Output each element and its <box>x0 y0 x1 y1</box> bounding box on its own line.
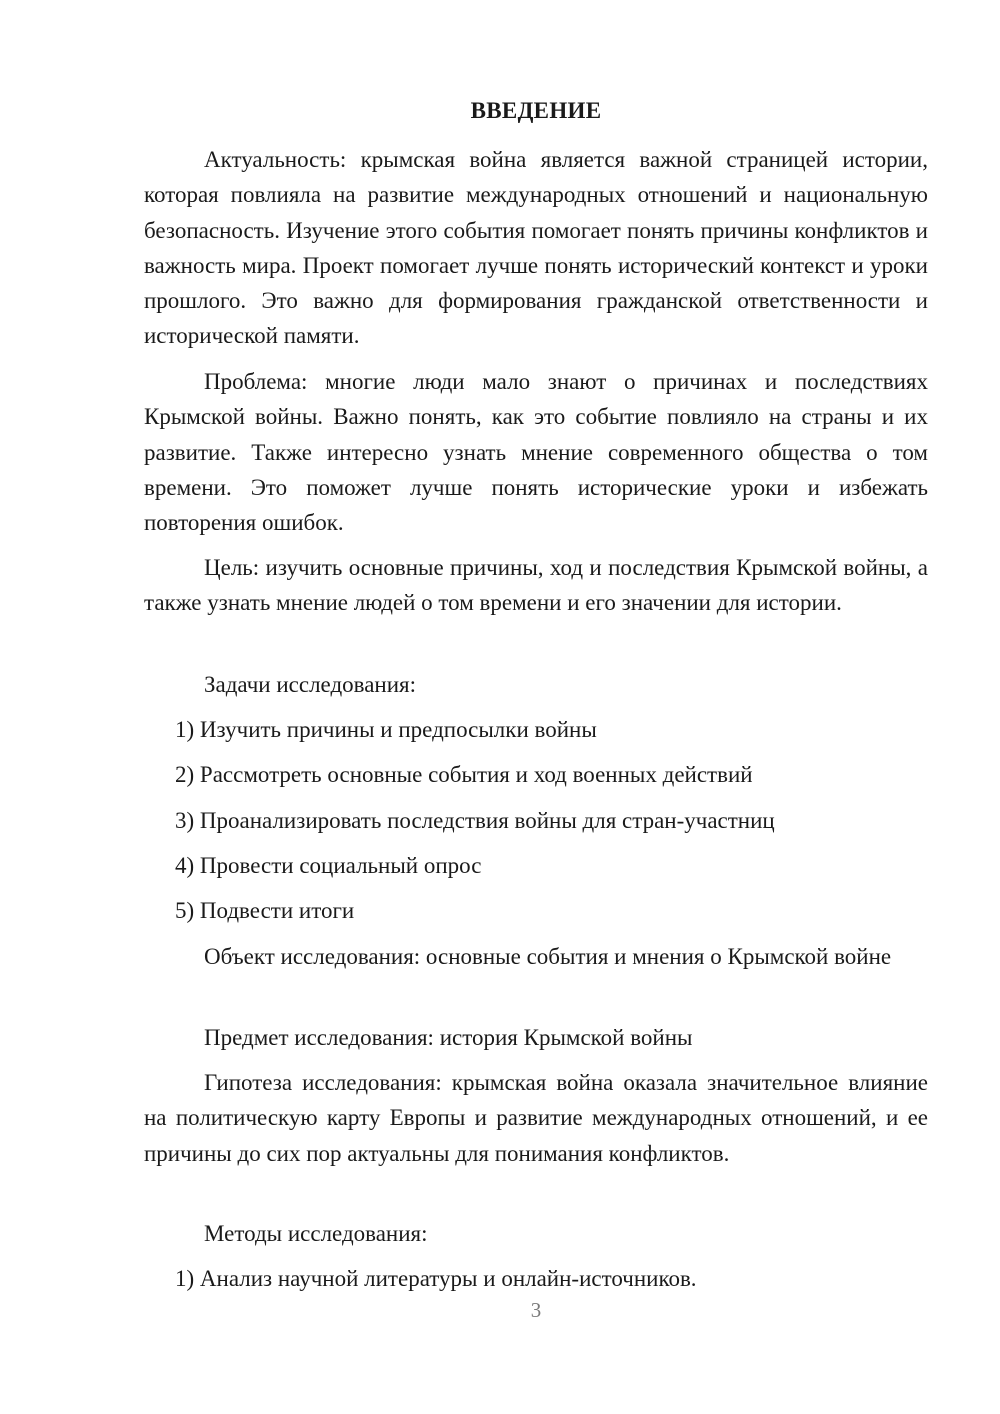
section-heading: ВВЕДЕНИЕ <box>470 98 602 123</box>
task-item-3: 3) Проанализировать последствия войны для стран-участниц <box>175 808 775 833</box>
task-item-1: 1) Изучить причины и предпосылки войны <box>175 717 597 742</box>
methods-label: Методы исследования: <box>204 1221 428 1246</box>
task-item-2: 2) Рассмотреть основные события и ход военных действий <box>175 762 753 787</box>
hypothesis-paragraph: Гипотеза исследования: крымская война оказала значительное влияние на политическую карту Европы и развитие международных отношений, и ее причины до сих пор актуальны для понимания конфликтов. <box>144 1070 928 1166</box>
relevance-paragraph: Актуальность: крымская война является важной страницей истории, которая повлияла на развитие международных отношений и национальную безопасность. Изучение этого события помогает понять причины конфликтов и важность мира. Проект помогает лучше понять исторический контекст и уроки прошлого. Это важно для формирования гражданской ответственности и исторической памяти. <box>144 147 928 349</box>
subject-paragraph: Предмет исследования: история Крымской войны <box>204 1025 693 1050</box>
page-number: 3 <box>530 1298 542 1322</box>
goal-paragraph: Цель: изучить основные причины, ход и последствия Крымской войны, а также узнать мнение людей о том времени и его значении для истории. <box>144 555 928 616</box>
task-item-5: 5) Подвести итоги <box>175 898 355 923</box>
task-item-4: 4) Провести социальный опрос <box>175 853 482 878</box>
problem-paragraph: Проблема: многие люди мало знают о причинах и последствиях Крымской войны. Важно понять, как это событие повлияло на страны и их развитие. Также интересно узнать мнение современного общества о том времени. Это поможет лучше понять исторические уроки и избежать повторения ошибок. <box>144 369 928 536</box>
tasks-label: Задачи исследования: <box>204 672 417 697</box>
object-paragraph: Объект исследования: основные события и мнения о Крымской войне <box>204 944 892 969</box>
method-item-1: 1) Анализ научной литературы и онлайн-источников. <box>175 1266 697 1291</box>
